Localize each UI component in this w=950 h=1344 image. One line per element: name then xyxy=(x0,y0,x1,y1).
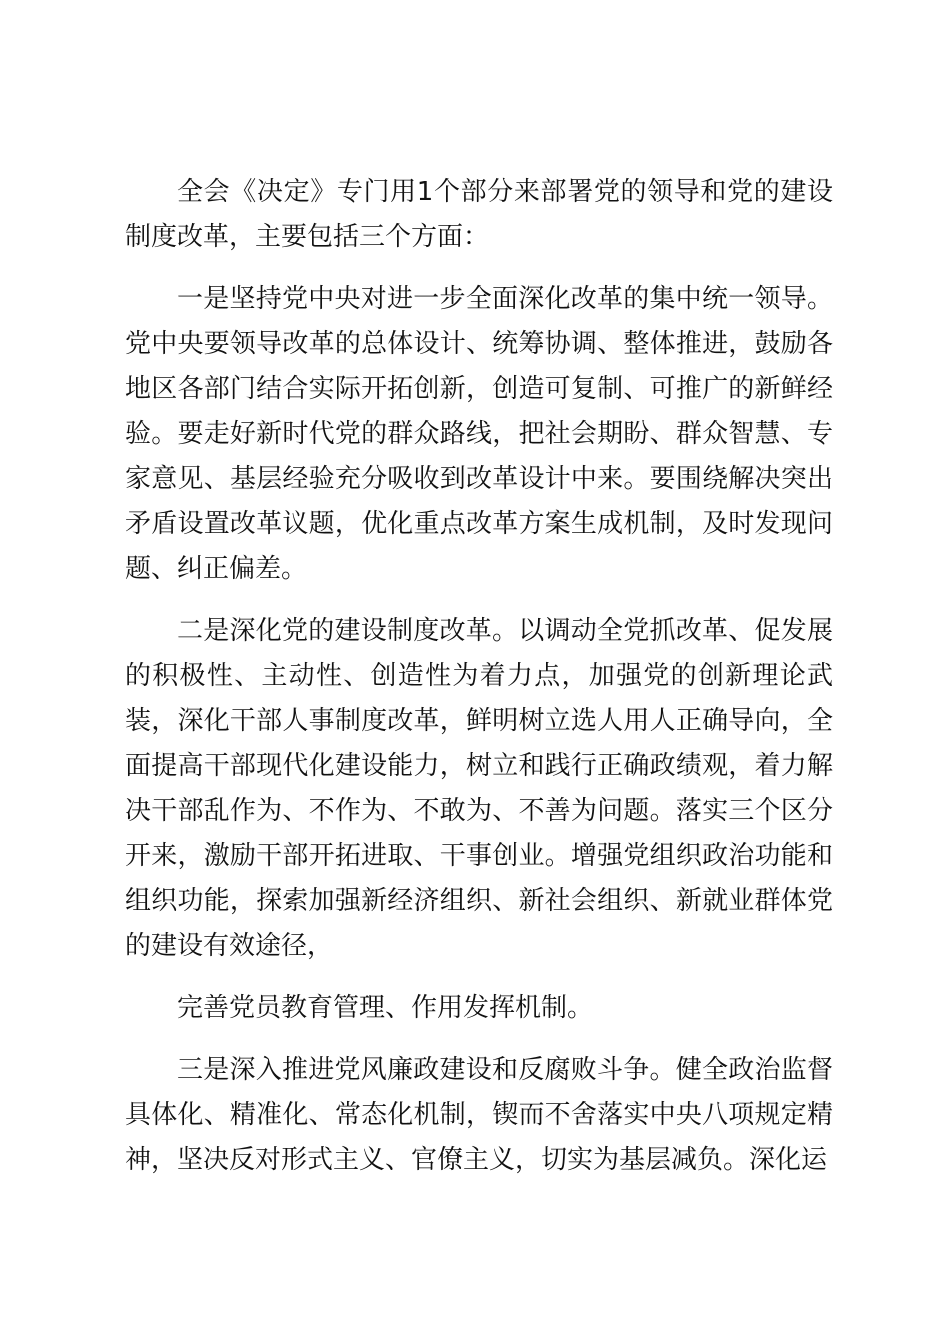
paragraph-point-two: 二是深化党的建设制度改革。以调动全党抓改革、促发展的积极性、主动性、创造性为着力点，加强党的创新理论武装，深化干部人事制度改革，鲜明树立选人用人正确导向，全面提高干部现代化建设能力，树立和践行正确政绩观，着力解决干部乱作为、不作为、不敢为、不善为问题。落实三个区分开来，激励干部开拓进取、干事创业。增强党组织政治功能和组织功能，探索加强新经济组织、新社会组织、新就业群体党的建设有效途径， xyxy=(125,616,833,961)
paragraph-intro: 全会《决定》专门用1个部分来部署党的领导和党的建设制度改革，主要包括三个方面： xyxy=(125,177,833,252)
paragraph-point-one: 一是坚持党中央对进一步全面深化改革的集中统一领导。党中央要领导改革的总体设计、统筹协调、整体推进，鼓励各地区各部门结合实际开拓创新，创造可复制、可推广的新鲜经验。要走好新时代党的群众路线，把社会期盼、群众智慧、专家意见、基层经验充分吸收到改革设计中来。要围绕解决突出矛盾设置改革议题，优化重点改革方案生成机制，及时发现问题、纠正偏差。 xyxy=(125,284,833,584)
paragraph-party-member-education: 完善党员教育管理、作用发挥机制。 xyxy=(177,993,594,1023)
document-body xyxy=(125,170,833,1200)
paragraph-point-three: 三是深入推进党风廉政建设和反腐败斗争。健全政治监督具体化、精准化、常态化机制，锲而不舍落实中央八项规定精神，坚决反对形式主义、官僚主义，切实为基层减负。深化运 xyxy=(125,1055,833,1175)
